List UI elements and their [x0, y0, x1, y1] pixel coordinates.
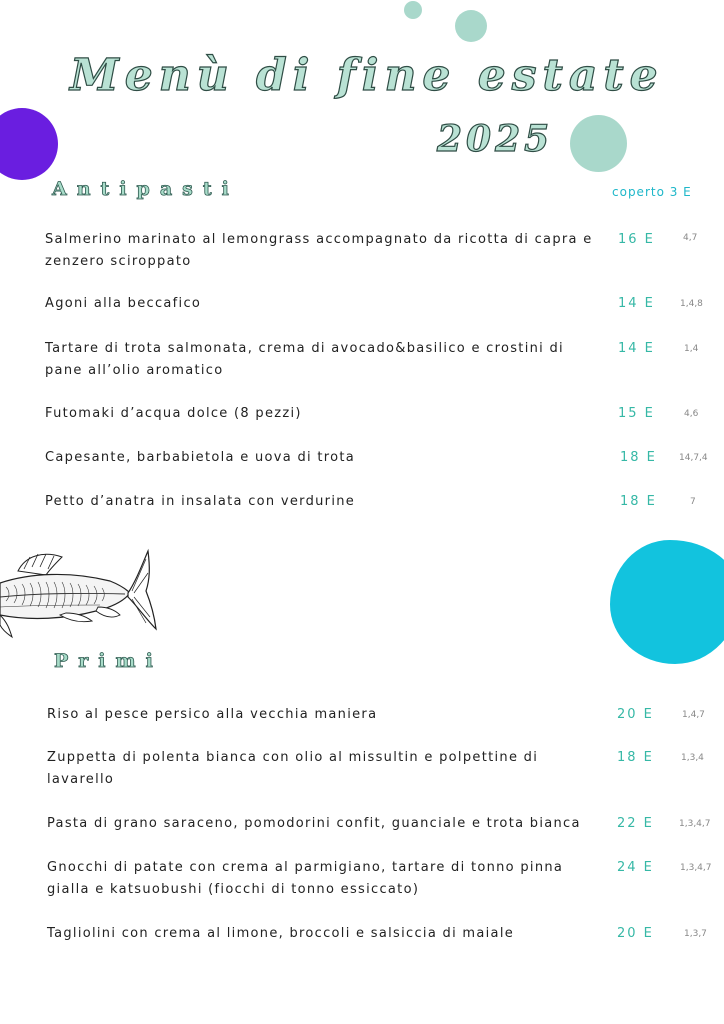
- item-name: Salmerino marinato al lemongrass accompagnato da ricotta di capra e zenzero sciroppato: [45, 232, 593, 269]
- item-price: 18 E: [620, 494, 657, 509]
- item-allergens: 1,3,4: [681, 753, 704, 763]
- item-allergens: 1,4: [684, 344, 699, 354]
- item-allergens: 1,3,7: [684, 929, 707, 939]
- item-price: 16 E: [618, 232, 655, 247]
- item-price: 20 E: [617, 707, 654, 722]
- item-allergens: 1,3,4,7: [679, 819, 711, 829]
- item-allergens: 1,3,4,7: [680, 863, 712, 873]
- item-name: Tartare di trota salmonata, crema di avocado&basilico e crostini di pane all’olio aromatico: [45, 341, 564, 378]
- item-allergens: 4,6: [684, 409, 699, 419]
- item-name: Zuppetta di polenta bianca con olio al missultin e polpettine di lavarello: [47, 750, 539, 787]
- item-name: Agoni alla beccafico: [45, 296, 202, 311]
- item-allergens: 4,7: [683, 233, 698, 243]
- item-name: Capesante, barbabietola e uova di trota: [45, 450, 356, 465]
- item-allergens: 1,4,7: [682, 710, 705, 720]
- item-price: 24 E: [617, 860, 654, 875]
- item-name: Riso al pesce persico alla vecchia maniera: [47, 707, 378, 722]
- item-allergens: 1,4,8: [680, 299, 703, 309]
- item-allergens: 14,7,4: [679, 453, 708, 463]
- small-mint-dot: [404, 1, 422, 19]
- section-title-antipasti: Antipasti: [52, 178, 239, 200]
- item-price: 20 E: [617, 926, 654, 941]
- item-price: 14 E: [618, 341, 655, 356]
- menu-title: Menù di fine estate: [70, 50, 664, 101]
- item-name: Futomaki d’acqua dolce (8 pezzi): [45, 406, 302, 421]
- item-name: Petto d’anatra in insalata con verdurine: [45, 494, 356, 509]
- section-title-primi: Primi: [54, 650, 163, 672]
- menu-year: 2025: [437, 118, 554, 160]
- mint-dot: [455, 10, 487, 42]
- mint-circle: [570, 115, 627, 172]
- item-name: Gnocchi di patate con crema al parmigiano, tartare di tonno pinna gialla e katsuobushi (fiocchi di tonno essiccato): [47, 860, 564, 897]
- item-price: 22 E: [617, 816, 654, 831]
- item-price: 18 E: [617, 750, 654, 765]
- fish-illustration: [0, 545, 160, 640]
- item-price: 18 E: [620, 450, 657, 465]
- item-price: 15 E: [618, 406, 655, 421]
- item-name: Pasta di grano saraceno, pomodorini confit, guanciale e trota bianca: [47, 816, 581, 831]
- item-allergens: 7: [690, 497, 696, 507]
- item-name: Tagliolini con crema al limone, broccoli e salsiccia di maiale: [47, 926, 515, 941]
- coperto-note: coperto 3 E: [612, 185, 692, 199]
- item-price: 14 E: [618, 296, 655, 311]
- cyan-blob: [610, 540, 724, 664]
- purple-circle: [0, 108, 58, 180]
